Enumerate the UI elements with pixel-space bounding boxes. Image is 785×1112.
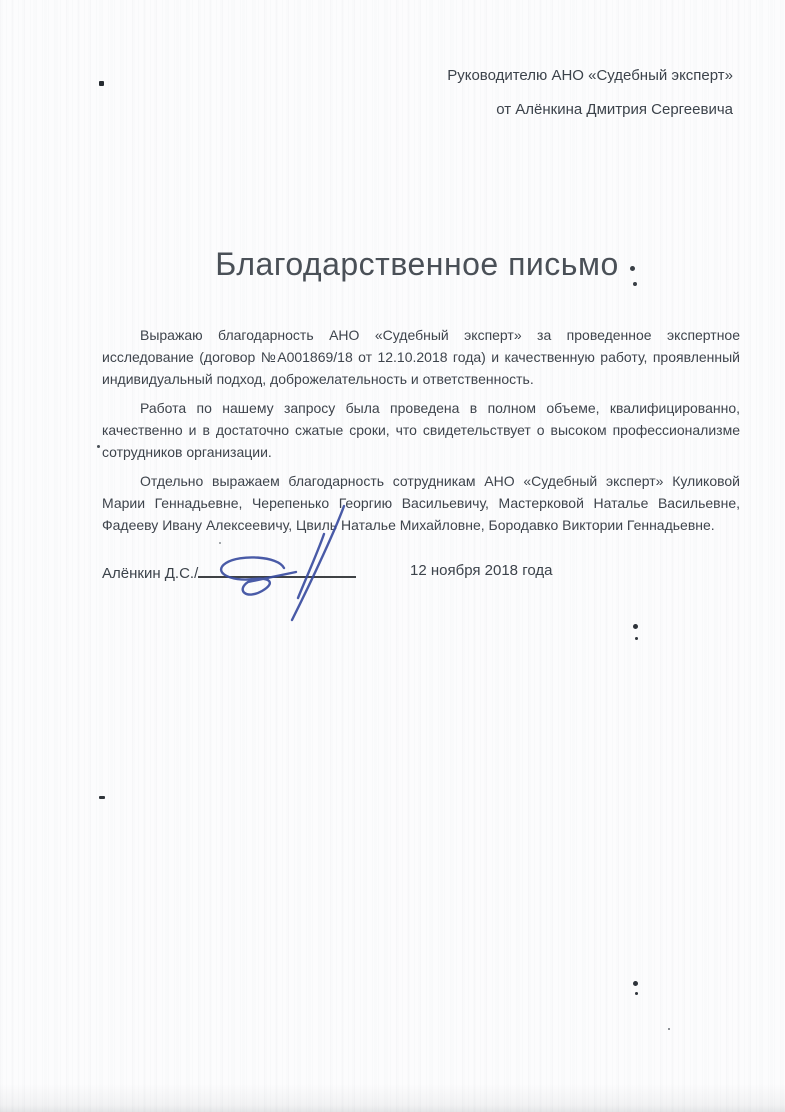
paragraph-line: индивидуальный подход, доброжелательность и ответственность. [102, 371, 534, 387]
paragraph-1 [102, 324, 740, 390]
signature-row [102, 562, 356, 582]
letter-body [102, 324, 740, 543]
recipient-line: Руководителю АНО «Судебный эксперт» [447, 67, 733, 84]
scan-artifact-dot [99, 81, 104, 86]
paragraph-2 [102, 397, 740, 463]
scan-artifact-dot [97, 445, 100, 448]
paragraph-line: Марии Геннадьевне, Черепенько Георгию Васильевичу, Мастерковой Наталье Васильевне, [102, 495, 740, 511]
sender-line: от Алёнкина Дмитрия Сергеевича [496, 101, 733, 118]
paragraph-3 [102, 470, 740, 536]
paragraph-line: сотрудников организации. [102, 444, 272, 460]
letter-date: 12 ноября 2018 года [410, 562, 553, 579]
paragraph-line: Фадееву Ивану Алексеевичу, Цвиль Наталье Михайловне, Бородавко Виктории Геннадьевне. [102, 517, 715, 533]
paragraph-line: исследование (договор №А001869/18 от 12.10.2018 года) и качественную работу, проявленный [102, 349, 740, 365]
paragraph-line: Работа по нашему запросу была проведена в полном объеме, квалифицированно, [140, 400, 740, 416]
paragraph-line: качественно и в достаточно сжатые сроки, что свидетельствует о высоком профессионализме [102, 422, 740, 438]
letter-title: Благодарственное письмо [215, 246, 619, 282]
scan-artifact-dot [635, 992, 638, 995]
signatory-name-label: Алёнкин Д.С./ [102, 565, 199, 582]
paragraph-line: Выражаю благодарность АНО «Судебный эксперт» за проведенное экспертное [140, 327, 740, 343]
letter-header [447, 66, 733, 119]
scan-artifact-dot [633, 981, 638, 986]
scan-artifact-dot [633, 624, 638, 629]
scan-artifact-dot [99, 796, 105, 799]
paragraph-line: Отдельно выражаем благодарность сотрудникам АНО «Судебный эксперт» Куликовой [140, 473, 740, 489]
signature-line [198, 562, 356, 578]
scan-artifact-dot [635, 637, 638, 640]
scan-artifact-dot [668, 1028, 670, 1030]
